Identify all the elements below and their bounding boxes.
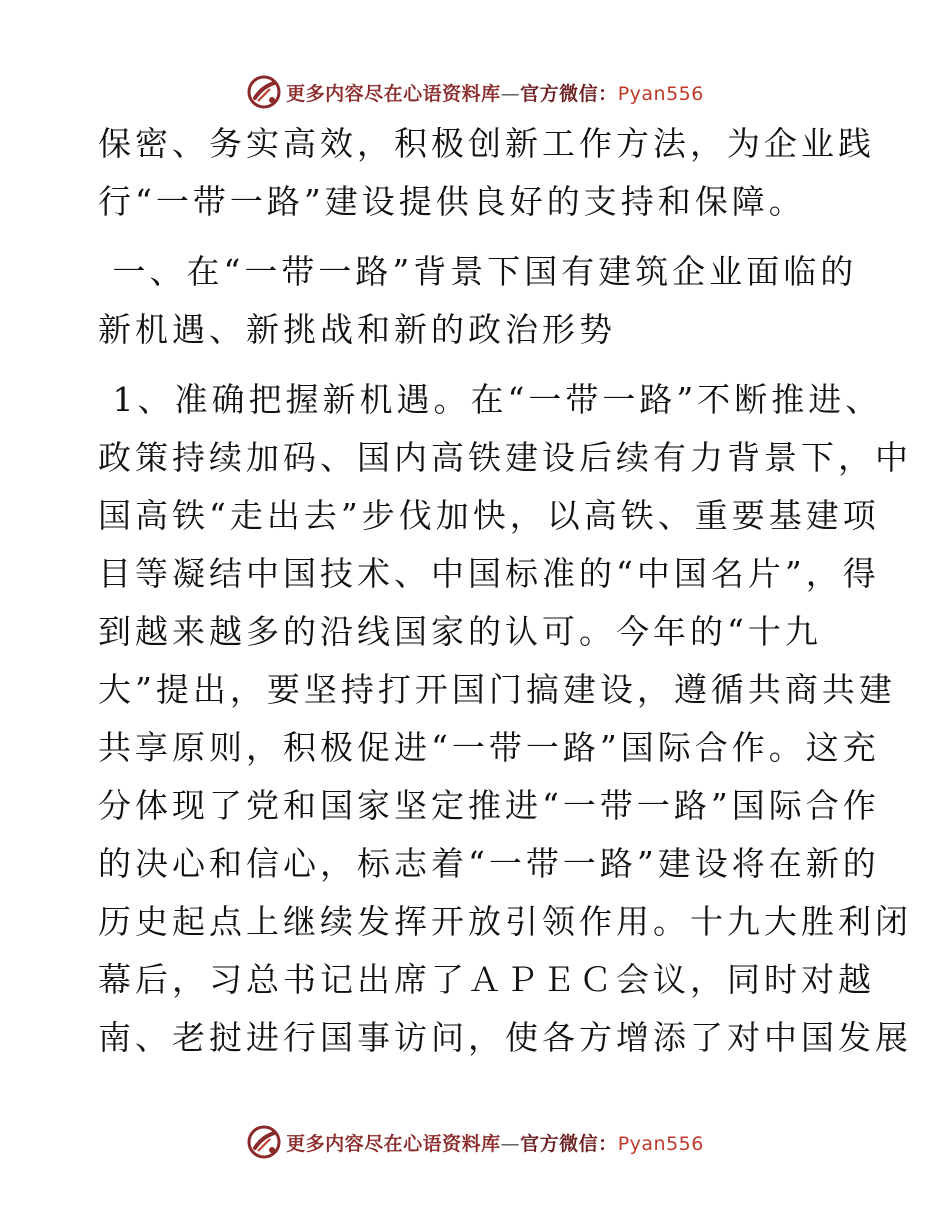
text-line: 1、准确把握新机遇。在“一带一路”不断推进、 [98, 380, 883, 419]
watermark-wechat-label: 官方微信： [520, 82, 618, 105]
text-line: 政策持续加码、国内高铁建设后续有力背景下，中 [98, 438, 912, 477]
text-line: 国高铁“走出去”步伐加快，以高铁、重要基建项 [98, 496, 880, 535]
watermark-brand: 更多内容尽在心语资料库 [286, 82, 501, 105]
ink-seal-logo-icon [246, 74, 282, 110]
text-line: 到越来越多的沿线国家的认可。今年的“十九 [98, 612, 822, 651]
header-watermark [0, 72, 950, 112]
text-line: 的决心和信心，标志着“一带一路”建设将在新的 [98, 844, 880, 883]
watermark-dash: — [500, 82, 521, 105]
footer-watermark [0, 1122, 950, 1162]
section-heading [98, 248, 858, 364]
text-line: 大”提出，要坚持打开国门搞建设，遵循共商共建 [98, 670, 896, 709]
watermark-wechat-id: Pyan556 [617, 82, 704, 105]
text-line: 新机遇、新挑战和新的政治形势 [98, 310, 616, 349]
text-line: 南、老挝进行国事访问，使各方增添了对中国发展 [98, 1018, 912, 1057]
watermark-dash: — [500, 1132, 521, 1155]
watermark-wechat-id: Pyan556 [617, 1132, 704, 1155]
text-line: 一、在“一带一路”背景下国有建筑企业面临的 [98, 252, 858, 291]
text-line: 共享原则，积极促进“一带一路”国际合作。这充 [98, 728, 880, 767]
text-line: 保密、务实高效，积极创新工作方法，为企业践 [98, 124, 875, 163]
paragraph [98, 376, 912, 1072]
text-line: 历史起点上继续发挥开放引领作用。十九大胜利闭 [98, 902, 912, 941]
text-line: 行“一带一路”建设提供良好的支持和保障。 [98, 182, 806, 221]
watermark-brand: 更多内容尽在心语资料库 [286, 1132, 501, 1155]
paragraph [98, 120, 875, 236]
ink-seal-logo-icon [246, 1124, 282, 1160]
watermark-text [286, 1129, 704, 1156]
text-line: 幕后，习总书记出席了ＡＰＥＣ会议，同时对越 [98, 960, 875, 999]
watermark-wechat-label: 官方微信： [520, 1132, 618, 1155]
document-body [98, 120, 912, 1072]
text-line: 目等凝结中国技术、中国标准的“中国名片”，得 [98, 554, 880, 593]
text-line: 分体现了党和国家坚定推进“一带一路”国际合作 [98, 786, 880, 825]
watermark-text [286, 79, 704, 106]
